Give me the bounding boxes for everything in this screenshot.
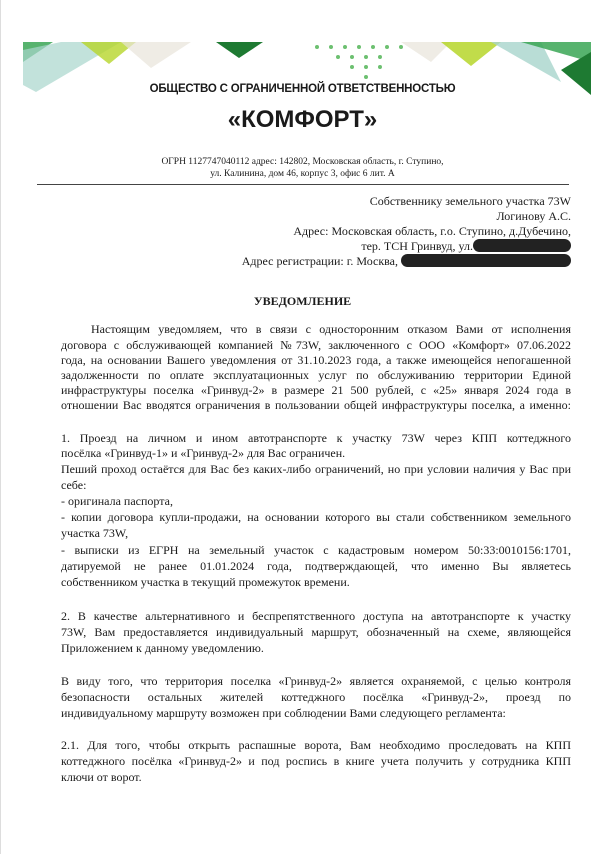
text-line: Пеший проход остаётся для Вас без каких-либо ограничений, но при условии наличия у Вас при xyxy=(61,462,571,476)
redaction xyxy=(473,239,571,252)
registration-label: Адрес регистрации: г. Москва, xyxy=(241,254,398,268)
text-line: коттеджного посёлка «Гринвуд-2» и под роспись в книге учета получить у сотрудника КПП xyxy=(61,754,571,768)
addressee-address: Адрес: Московская область, г.о. Ступино, д.Дубечино, xyxy=(293,224,571,238)
text-line: договора с обслуживающей компанией №73W, заключенного с ООО «Комфорт» 07.06.2022 xyxy=(61,338,571,352)
text-line: себе: xyxy=(61,478,87,492)
text-line: 2. В качестве альтернативного и беспрепятственного доступа на автотранспорте к участку xyxy=(61,609,571,623)
addressee-registration xyxy=(201,254,571,269)
text-line: 1. Проезд на личном и ином автотранспорте к участку 73W через КПП коттеджного xyxy=(61,431,571,445)
text-line: Настоящим уведомляем, что в связи с односторонним отказом Вами от исполнения xyxy=(91,322,571,336)
addressee-street xyxy=(201,239,571,254)
addressee-line: Собственнику земельного участка 73W xyxy=(369,194,571,208)
company-requisites xyxy=(1,156,603,180)
text-line: - оригинала паспорта, xyxy=(61,494,173,508)
text-line: ключи от ворот. xyxy=(61,770,142,784)
text-line: - копии договора купли-продажи, на основании которого вы стали собственником земельного xyxy=(61,510,571,524)
company-name: «КОМФОРТ» xyxy=(227,106,378,133)
text-line: инфраструктуры поселка «Гринвуд-2» в размере 21 500 рублей, с «25» января 2024 года в xyxy=(61,383,571,397)
text-line: 2.1. Для того, чтобы открыть распашные ворота, Вам необходимо проследовать на КПП xyxy=(61,738,571,752)
text-line: задолженности по оплате эксплуатационных услуг по обслуживанию территории Единой xyxy=(61,368,571,382)
text-line: безопасности остальных жителей коттеджного посёлка «Гринвуд-2», проезд по xyxy=(61,690,571,704)
text-line: индивидуальному маршруту возможен при соблюдении Вами следующего регламента: xyxy=(61,706,506,720)
addressee-name: Логинову А.С. xyxy=(496,209,571,223)
text-line: датируемой не ранее 01.01.2024 года, подтверждающей, что именно Вы являетесь xyxy=(61,559,571,573)
redaction xyxy=(401,254,571,267)
requisites-line: ОГРН 1127747040112 адрес: 142802, Московская область, г. Ступино, xyxy=(161,157,444,167)
requisites-line: ул. Калинина, дом 46, корпус 3, офис 6 лит. А xyxy=(210,169,395,179)
text-line: - выписки из ЕГРН на земельный участок с кадастровым номером 50:33:0010156:1701, xyxy=(61,543,571,557)
text-line: посёлка «Гринвуд-1» и «Гринвуд-2» для Вас ограничен. xyxy=(61,446,346,460)
text-line: Приложением к данному уведомлению. xyxy=(61,641,264,655)
text-line: года, на основании Вашего уведомления от 31.10.2023 года, а также имеющейся непогашенной xyxy=(61,353,571,367)
text-line: В виду того, что территория поселка «Гринвуд-2» является охраняемой, с целью контроля xyxy=(61,674,571,688)
document-title: УВЕДОМЛЕНИЕ xyxy=(253,294,352,308)
text-line: собственником участка в текущий промежуток времени. xyxy=(61,575,350,589)
text-line: участка 73W, xyxy=(61,526,129,540)
org-type: ОБЩЕСТВО С ОГРАНИЧЕННОЙ ОТВЕТСТВЕННОСТЬЮ xyxy=(149,83,456,95)
header-divider xyxy=(37,184,569,185)
street-label: тер. ТСН Гринвуд, ул. xyxy=(361,239,473,253)
text-line: отношении Вас вводятся ограничения в пользовании общей инфраструктуры поселка, а именно: xyxy=(61,398,571,412)
text-line: 73W, Вам предоставляется индивидуальный маршрут, обозначенный на схеме, являющейся xyxy=(61,625,571,639)
